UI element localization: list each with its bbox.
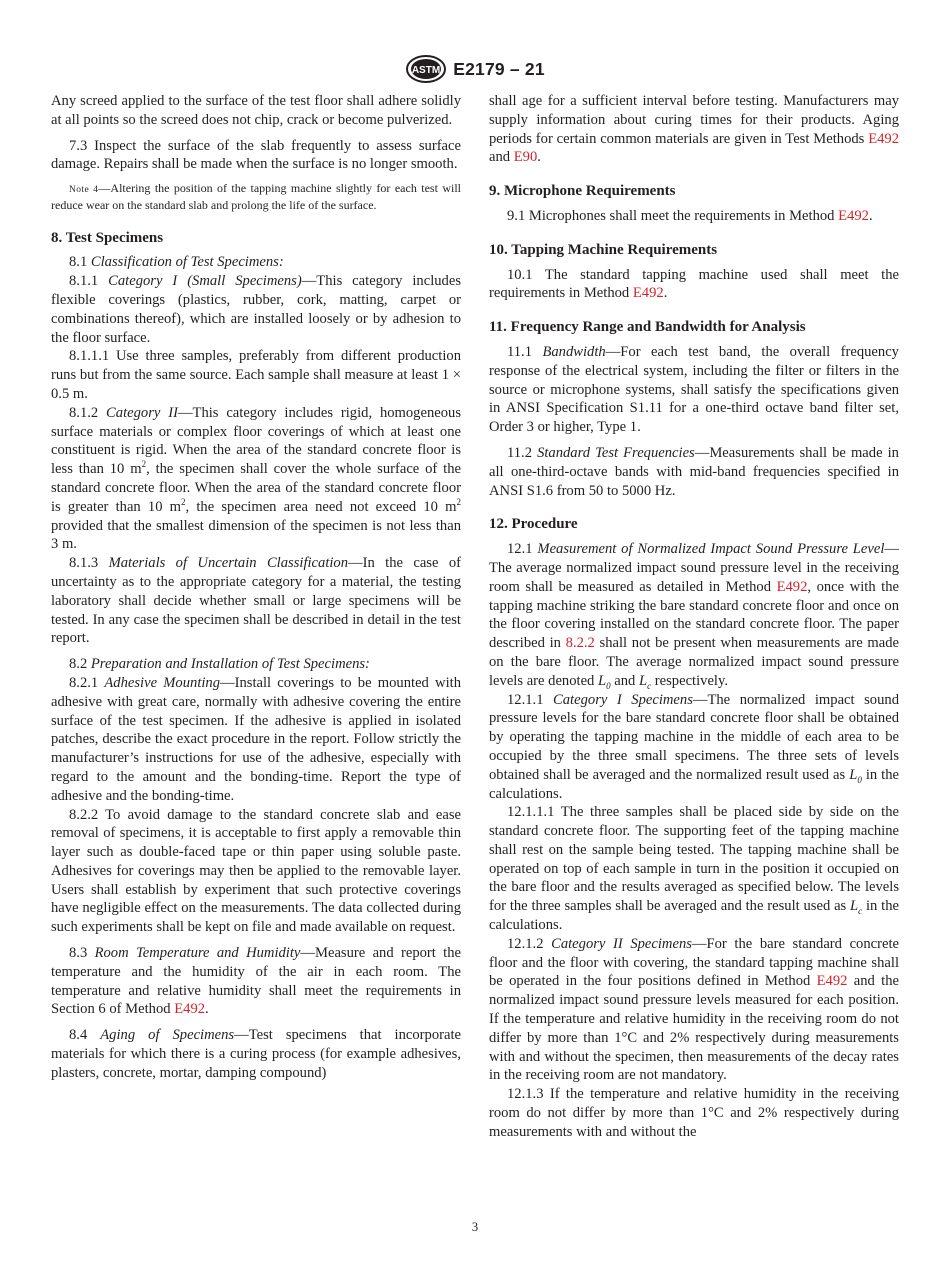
- right-column: [489, 92, 899, 1142]
- section-12-1: 12.1 Measurement of Normalized Impact Sound Pressure Level—The average normalized impact sound pressure level in the receiving room shall be measured as detailed in Method E492, once with the tapping machine striking the bare standard concrete floor and once on the floor covering installed on the standard concrete floor. The paper described in 8.2.2 shall not be present when measurements are made on the bare floor. The average normalized impact sound pressure levels are denoted $L_0$ and $L_c$ respectively.: [489, 541, 900, 691]
- heading-frequency-range: 11. Frequency Range and Bandwidth for Analysis: [489, 319, 806, 336]
- left-column: [51, 92, 461, 1083]
- heading-microphone: 9. Microphone Requirements: [489, 183, 676, 200]
- section-8-1: 8.1 Classification of Test Specimens:: [69, 254, 284, 271]
- heading-procedure: 12. Procedure: [489, 516, 578, 533]
- note-label: Note 4: [69, 185, 99, 196]
- section-8-1-3: 8.1.3 Materials of Uncertain Classification—In the case of uncertainty as to the appropriate category for a material, the testing laboratory shall decide whether small or large specimens will be tested. In any case the specimen shall be described in detail in the test report.: [51, 555, 461, 647]
- page-header: [0, 54, 950, 84]
- paragraph-aging-cont: shall age for a sufficient interval before testing. Manufacturers may supply information about curing times for their products. Aging periods for certain common materials are given in Test Methods E492 and E90.: [489, 93, 899, 166]
- section-11-2: 11.2 Standard Test Frequencies—Measurements shall be made in all one-third-octave bands with mid-band frequencies specified in ANSI S1.6 from 50 to 5000 Hz.: [489, 444, 899, 499]
- link-e492[interactable]: E492: [776, 578, 808, 595]
- paragraph-screed: Any screed applied to the surface of the test floor shall adhere solidly at all points so the screed does not chip, crack or become pulverized.: [51, 93, 461, 128]
- link-e492[interactable]: E492: [868, 130, 899, 147]
- section-8-3: 8.3 Room Temperature and Humidity—Measure and report the temperature and the humidity of the air in each room. The temperature and relative humidity shall meet the requirements in Section 6 of Method E492.: [51, 945, 462, 1018]
- link-e492[interactable]: E492: [632, 285, 664, 302]
- section-8-2-1: 8.2.1 Adhesive Mounting—Install coverings to be mounted with adhesive with great care, normally with adhesive covering the entire surface of the test specimen. If the adhesive is applied in isolated patches, describe the exact procedure in the report. Follow strictly the manufacturer’s instructions for use of the adhesive, especially with regard to the amount and the bonding-time. Report the type of adhesive and the bonding-time.: [51, 674, 461, 804]
- link-e492[interactable]: E492: [838, 207, 869, 224]
- section-8-4: 8.4 Aging of Specimens—Test specimens that incorporate materials for which there is a curing process (for example adhesives, plasters, concrete, mortar, damping compound): [51, 1027, 461, 1081]
- section-9-1: 9.1 Microphones shall meet the requirements in Method E492.: [507, 207, 873, 224]
- standard-designation: E2179 – 21: [453, 58, 545, 79]
- note-4: [51, 181, 461, 213]
- link-e492[interactable]: E492: [816, 973, 848, 990]
- section-8-1-1: 8.1.1 Category I (Small Specimens)—This category includes flexible coverings (plastics, rubber, cork, matting, carpet or combinations thereof), which are installed loosely or by adhesion to the floor surface.: [51, 273, 461, 346]
- section-8-2: 8.2 Preparation and Installation of Test Specimens:: [69, 656, 370, 673]
- section-12-1-3: 12.1.3 If the temperature and relative humidity in the receiving room do not differ by more than 1°C and 2% respectively during measurements with and without the: [489, 1086, 899, 1140]
- link-8-2-2[interactable]: 8.2.2: [565, 635, 595, 652]
- section-12-1-2: 12.1.2 Category II Specimens—For the bare standard concrete floor and the floor with covering, the standard tapping machine shall be operated in the four positions defined in Method E492 and the normalized impact sound pressure levels measured for each position. If the temperature and relative humidity in the receiving room do not differ by more than 1°C and 2% respectively during measurements with and without the specimen, then measurements of the decay rates in the receiving room are not mandatory.: [489, 935, 899, 1084]
- section-7-3: 7.3 Inspect the surface of the slab frequently to assess surface damage. Repairs shall be made when the surface is no longer smooth.: [51, 137, 461, 173]
- svg-text:ASTM: ASTM: [412, 65, 441, 76]
- section-8-2-2: 8.2.2 To avoid damage to the standard concrete slab and ease removal of specimens, it is acceptable to first apply a removable thin layer such as double-faced tape or thin paper using soluble paste. Adhesives for coverings may then be applied to the removable layer. Users shall establish by experiment that such protective coverings have negligible effect on the measurements. The data collected during such experiments shall be kept on file and made available on request.: [51, 806, 461, 936]
- link-e492[interactable]: E492: [174, 1001, 206, 1018]
- heading-tapping-machine: 10. Tapping Machine Requirements: [489, 241, 718, 258]
- section-8-1-1-1: 8.1.1.1 Use three samples, preferably from different production runs but from the same source. Each sample shall measure at least 1 × 0.5 m.: [51, 348, 461, 402]
- section-10-1: 10.1 The standard tapping machine used shall meet the requirements in Method E492.: [489, 266, 899, 302]
- note-text: —Altering the position of the tapping machine slightly for each test will reduce wear on the standard slab and prolong the life of the surface.: [51, 181, 461, 213]
- heading-test-specimens: 8. Test Specimens: [51, 229, 164, 246]
- section-11-1: 11.1 Bandwidth—For each test band, the overall frequency response of the electrical system, including the filter or filters in the source or microphone systems, shall satisfy the specifications given in ANSI Specification S1.11 for a one-third octave band filter set, Order 3 or higher, Type 1.: [489, 343, 899, 436]
- astm-logo-icon: [405, 54, 447, 84]
- link-e90[interactable]: E90: [513, 149, 538, 166]
- section-12-1-1-1: 12.1.1.1 The three samples shall be placed side by side on the standard concrete floor. The supporting feet of the tapping machine shall rest on the sample being tested. The tapping machine shall be operated on top of each sample in turn in the position it occupied on the bare floor and the results averaged as specified below. The levels for the three samples shall be averaged and the result used as $L_c$ in the calculations.: [489, 804, 899, 934]
- section-8-1-2: 8.1.2 Category II—This category includes rigid, homogeneous surface materials or complex floor coverings of which at least one constituent is rigid. When the area of the standard concrete floor is less than 10 $m^2$, the specimen shall cover the whole surface of the standard concrete floor. When the area of the standard concrete floor is greater than 10 $m^2$, the specimen area need not exceed 10 $m^2$ provided that the smallest dimension of the specimen is not less than 3 m.: [51, 404, 462, 553]
- page-number: 3: [471, 1220, 479, 1234]
- section-12-1-1: 12.1.1 Category I Specimens—The normalized impact sound pressure levels for the bare standard concrete floor shall be obtained by operating the tapping machine in the middle of each area to be occupied by the three small specimens. The three sets of levels obtained shall be averaged and the normalized result used as $L_0$ in the calculations.: [489, 691, 900, 802]
